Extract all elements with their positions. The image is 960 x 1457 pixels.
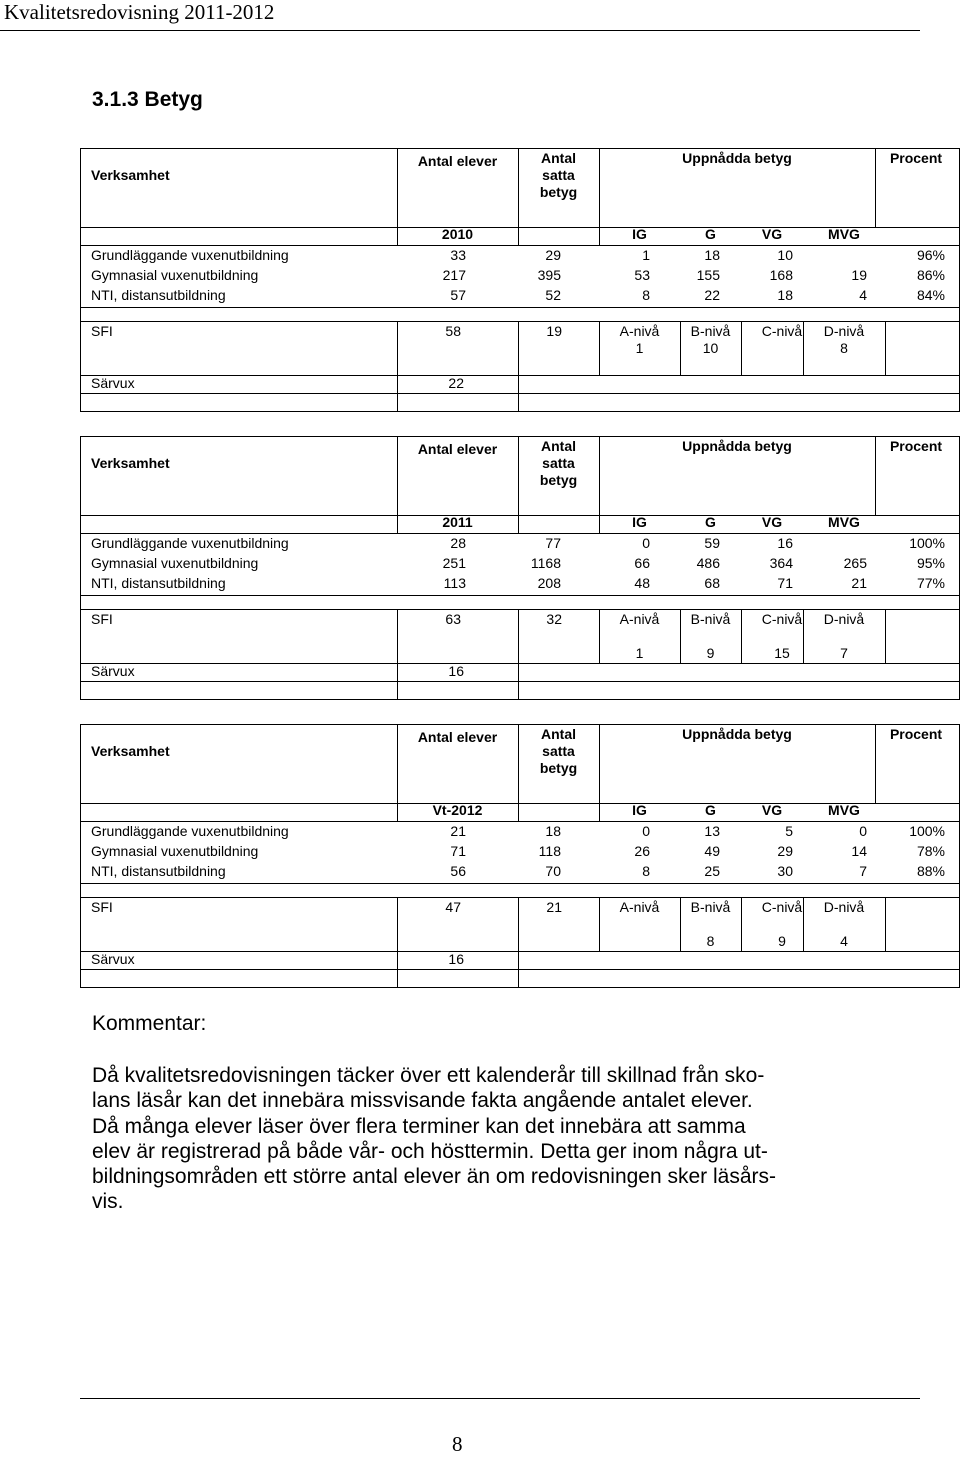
column-header-antal-satta-betyg: Antal bbox=[541, 726, 576, 742]
table-cell: 8 bbox=[642, 287, 650, 303]
table-cell: 49 bbox=[704, 843, 720, 859]
sfi-level-value: 8 bbox=[706, 933, 715, 949]
table-cell: 155 bbox=[696, 267, 720, 283]
year-label: 2011 bbox=[442, 514, 473, 530]
table-cell: 52 bbox=[545, 287, 561, 303]
grades-table bbox=[80, 148, 960, 412]
sarvux-label: Särvux bbox=[91, 375, 135, 391]
comment-line: lans läsår kan det innebära missvisande fakta angående antalet elever. bbox=[92, 1089, 753, 1113]
table-cell: 66 bbox=[634, 555, 650, 571]
sfi-level-value: 8 bbox=[840, 340, 848, 356]
table-cell: 25 bbox=[704, 863, 720, 879]
grades-table bbox=[80, 724, 960, 988]
table-cell: 29 bbox=[777, 843, 793, 859]
table-row-name: Gymnasial vuxenutbildning bbox=[91, 555, 259, 571]
sfi-label: SFI bbox=[91, 611, 113, 627]
sfi-level-value: 10 bbox=[702, 340, 719, 356]
table-gridline bbox=[81, 663, 959, 664]
page-number: 8 bbox=[452, 1432, 463, 1456]
grade-header: VG bbox=[761, 226, 783, 242]
sfi-cell: 63 bbox=[445, 611, 461, 627]
grade-header: MVG bbox=[828, 226, 860, 242]
column-header-antal-satta-betyg: betyg bbox=[539, 184, 578, 200]
grade-header: IG bbox=[632, 802, 647, 818]
column-header-verksamhet: Verksamhet bbox=[91, 455, 170, 471]
column-header-antal-satta-betyg: satta bbox=[542, 455, 575, 471]
sfi-level-label: B-nivå bbox=[690, 323, 731, 339]
sfi-level-value: 1 bbox=[635, 645, 644, 661]
table-cell: 48 bbox=[634, 575, 650, 591]
table-cell: 59 bbox=[704, 535, 720, 551]
table-cell: 22 bbox=[704, 287, 720, 303]
header-divider bbox=[0, 30, 920, 31]
section-title: 3.1.3 Betyg bbox=[92, 88, 203, 111]
table-cell: 4 bbox=[859, 287, 867, 303]
table-cell: 29 bbox=[545, 247, 561, 263]
table-cell: 26 bbox=[634, 843, 650, 859]
table-cell: 77% bbox=[916, 575, 945, 591]
table-row-name: Grundläggande vuxenutbildning bbox=[91, 247, 289, 263]
sfi-level-value: 1 bbox=[635, 340, 644, 356]
table-gridline bbox=[81, 307, 959, 308]
table-gridline bbox=[81, 245, 959, 246]
table-cell: 96% bbox=[916, 247, 945, 263]
table-cell: 18 bbox=[704, 247, 720, 263]
table-gridline bbox=[81, 533, 959, 534]
sfi-cell: 58 bbox=[445, 323, 461, 339]
sfi-level-value: 9 bbox=[778, 933, 786, 949]
column-header-verksamhet: Verksamhet bbox=[91, 743, 170, 759]
sfi-label: SFI bbox=[91, 899, 113, 915]
table-gridline bbox=[81, 969, 959, 970]
table-cell: 0 bbox=[642, 535, 650, 551]
table-cell: 10 bbox=[777, 247, 793, 263]
table-row-name: NTI, distansutbildning bbox=[91, 863, 226, 879]
table-cell: 18 bbox=[545, 823, 561, 839]
table-cell: 168 bbox=[769, 267, 793, 283]
column-header-verksamhet: Verksamhet bbox=[91, 167, 170, 183]
column-header-procent: Procent bbox=[889, 726, 943, 742]
table-cell: 251 bbox=[442, 555, 466, 571]
table-cell: 71 bbox=[450, 843, 466, 859]
sarvux-cell: 22 bbox=[448, 375, 464, 391]
grade-header: MVG bbox=[828, 514, 860, 530]
table-gridline bbox=[518, 227, 519, 245]
sfi-level-label: A-nivå bbox=[619, 611, 660, 627]
document-header-title: Kvalitetsredovisning 2011-2012 bbox=[4, 0, 275, 24]
table-row-name: Gymnasial vuxenutbildning bbox=[91, 267, 259, 283]
table-cell: 1 bbox=[642, 247, 650, 263]
table-gridline bbox=[81, 897, 959, 898]
comment-paragraph bbox=[92, 1063, 822, 1215]
column-header-uppnadda-betyg: Uppnådda betyg bbox=[682, 438, 792, 454]
grade-header: VG bbox=[761, 802, 783, 818]
table-cell: 208 bbox=[537, 575, 561, 591]
sarvux-label: Särvux bbox=[91, 663, 135, 679]
comment-line: Då kvalitetsredovisningen täcker över ett kalenderår till skillnad från sko- bbox=[92, 1064, 765, 1087]
table-cell: 265 bbox=[843, 555, 867, 571]
table-cell: 16 bbox=[777, 535, 793, 551]
table-cell: 118 bbox=[538, 843, 561, 859]
sfi-level-label: C-nivå bbox=[761, 611, 803, 627]
sfi-level-value: 4 bbox=[840, 933, 848, 949]
table-gridline bbox=[81, 681, 959, 682]
column-header-antal-satta-betyg: satta bbox=[542, 743, 575, 759]
table-cell: 0 bbox=[859, 823, 867, 839]
sfi-level-label: A-nivå bbox=[619, 323, 660, 339]
table-row-name: Gymnasial vuxenutbildning bbox=[91, 843, 259, 859]
table-cell: 68 bbox=[704, 575, 720, 591]
grade-header: G bbox=[705, 514, 716, 530]
table-gridline bbox=[81, 609, 959, 610]
column-header-antal-elever: Antal elever bbox=[417, 153, 498, 169]
grade-header: VG bbox=[761, 514, 783, 530]
table-cell: 33 bbox=[450, 247, 466, 263]
table-cell: 19 bbox=[851, 267, 867, 283]
sfi-level-label: D-nivå bbox=[823, 611, 865, 627]
table-row-name: NTI, distansutbildning bbox=[91, 575, 226, 591]
table-cell: 86% bbox=[916, 267, 945, 283]
table-cell: 30 bbox=[777, 863, 793, 879]
table-cell: 100% bbox=[909, 823, 945, 839]
table-cell: 95% bbox=[916, 555, 945, 571]
table-gridline bbox=[81, 321, 959, 322]
sfi-level-label: A-nivå bbox=[619, 899, 660, 915]
table-cell: 7 bbox=[859, 863, 867, 879]
table-gridline bbox=[885, 321, 886, 375]
grade-header: G bbox=[705, 802, 716, 818]
column-header-uppnadda-betyg: Uppnådda betyg bbox=[682, 150, 792, 166]
sarvux-cell: 16 bbox=[448, 951, 464, 967]
sfi-level-value: 15 bbox=[774, 645, 790, 661]
table-gridline bbox=[81, 393, 959, 394]
table-cell: 21 bbox=[851, 575, 867, 591]
table-gridline bbox=[885, 609, 886, 663]
table-cell: 1168 bbox=[530, 555, 561, 571]
table-cell: 100% bbox=[909, 535, 945, 551]
column-header-procent: Procent bbox=[889, 438, 943, 454]
table-gridline bbox=[81, 375, 959, 376]
table-cell: 113 bbox=[443, 575, 466, 591]
table-cell: 28 bbox=[450, 535, 466, 551]
comment-line: elev är registrerad på både vår- och hösttermin. Detta ger inom några ut- bbox=[92, 1139, 768, 1163]
column-header-antal-elever: Antal elever bbox=[417, 441, 498, 457]
table-gridline bbox=[81, 883, 959, 884]
table-cell: 486 bbox=[696, 555, 720, 571]
table-cell: 53 bbox=[634, 267, 650, 283]
table-cell: 14 bbox=[851, 843, 867, 859]
sarvux-label: Särvux bbox=[91, 951, 135, 967]
grade-header: MVG bbox=[828, 802, 860, 818]
sfi-cell: 21 bbox=[546, 899, 562, 915]
table-cell: 0 bbox=[642, 823, 650, 839]
footer-divider bbox=[80, 1398, 920, 1399]
table-gridline bbox=[885, 897, 886, 951]
table-gridline bbox=[81, 595, 959, 596]
year-label: 2010 bbox=[441, 226, 474, 242]
column-header-uppnadda-betyg: Uppnådda betyg bbox=[682, 726, 792, 742]
column-header-antal-satta-betyg: Antal bbox=[541, 438, 576, 454]
sfi-level-label: B-nivå bbox=[690, 611, 731, 627]
sfi-label: SFI bbox=[91, 323, 113, 339]
table-cell: 84% bbox=[916, 287, 945, 303]
table-cell: 57 bbox=[450, 287, 466, 303]
table-cell: 88% bbox=[916, 863, 945, 879]
sfi-cell: 47 bbox=[445, 899, 461, 915]
table-cell: 56 bbox=[450, 863, 466, 879]
table-cell: 5 bbox=[785, 823, 793, 839]
table-cell: 21 bbox=[450, 823, 466, 839]
grade-header: IG bbox=[632, 226, 647, 242]
sfi-level-value: 7 bbox=[840, 645, 848, 661]
sfi-level-label: B-nivå bbox=[690, 899, 731, 915]
table-cell: 18 bbox=[777, 287, 793, 303]
grades-table bbox=[80, 436, 960, 700]
sfi-level-label: C-nivå bbox=[761, 323, 803, 339]
table-cell: 13 bbox=[704, 823, 720, 839]
sfi-level-value: 9 bbox=[706, 645, 715, 661]
table-row-name: NTI, distansutbildning bbox=[91, 287, 226, 303]
comment-heading: Kommentar: bbox=[92, 1012, 207, 1035]
table-gridline bbox=[81, 821, 959, 822]
column-header-antal-satta-betyg: betyg bbox=[539, 472, 578, 488]
sfi-level-label: C-nivå bbox=[761, 899, 803, 915]
comment-line: vis. bbox=[92, 1190, 124, 1214]
table-cell: 217 bbox=[442, 267, 466, 283]
comment-line: Då många elever läser över flera terminer kan det innebära att samma bbox=[92, 1114, 746, 1138]
table-gridline bbox=[518, 803, 519, 821]
table-cell: 71 bbox=[777, 575, 793, 591]
table-cell: 395 bbox=[537, 267, 561, 283]
sfi-level-label: D-nivå bbox=[823, 899, 865, 915]
column-header-antal-satta-betyg: Antal bbox=[541, 150, 576, 166]
year-label: Vt-2012 bbox=[432, 802, 483, 818]
column-header-antal-elever: Antal elever bbox=[417, 729, 498, 745]
table-row-name: Grundläggande vuxenutbildning bbox=[91, 535, 289, 551]
table-cell: 78% bbox=[916, 843, 945, 859]
column-header-antal-satta-betyg: satta bbox=[542, 167, 575, 183]
grade-header: IG bbox=[632, 514, 647, 530]
table-cell: 364 bbox=[769, 555, 793, 571]
grade-header: G bbox=[705, 226, 716, 242]
sfi-level-label: D-nivå bbox=[823, 323, 865, 339]
table-cell: 8 bbox=[642, 863, 650, 879]
table-gridline bbox=[518, 515, 519, 533]
table-cell: 77 bbox=[545, 535, 561, 551]
sarvux-cell: 16 bbox=[448, 663, 464, 679]
table-gridline bbox=[81, 951, 959, 952]
sfi-cell: 19 bbox=[546, 323, 562, 339]
column-header-antal-satta-betyg: betyg bbox=[539, 760, 578, 776]
column-header-procent: Procent bbox=[889, 150, 943, 166]
table-cell: 70 bbox=[545, 863, 561, 879]
comment-line: bildningsområden ett större antal elever än om redovisningen sker läsårs- bbox=[92, 1165, 777, 1189]
sfi-cell: 32 bbox=[546, 611, 562, 627]
table-row-name: Grundläggande vuxenutbildning bbox=[91, 823, 289, 839]
